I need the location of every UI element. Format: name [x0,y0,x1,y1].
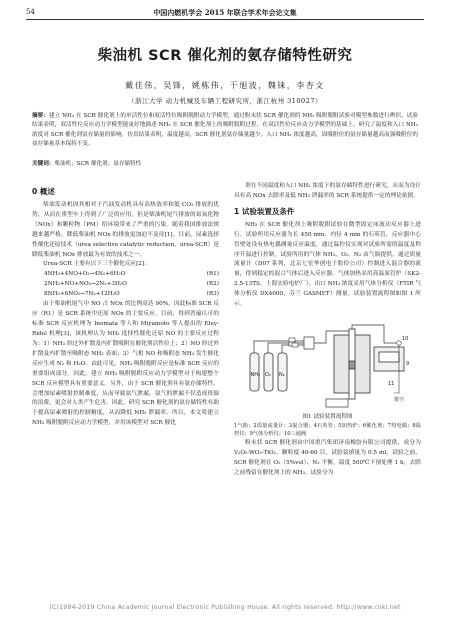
label-o2: O₂ [265,371,271,378]
copyright-footer: (C)1994-2019 China Academic Journal Electronic Publishing House. All rights reserved. http://www.cnki.net [49,604,401,611]
equation-r2 [32,280,219,290]
gas-analyzer [374,347,404,371]
equation-formula: 8NH₃+6NO₂→7N₂+12H₂O [44,291,120,298]
intro-paragraph-2: Urea-SCR 主要有以下三个催化反应[2]： [43,261,150,268]
catalyst-bed [349,361,355,369]
keywords-label: 关键词： [32,161,55,167]
label-11: 11 [388,380,395,387]
temperature-controller [326,399,348,407]
intro-paragraph-4: 剂在不同温度和入口 NH₃ 浓度下的氨存储特性进行研究，从而为设计具有高 NOx 去除率及低 NH₃ 泄漏率的 SCR 系统提供一定的理论依据。 [234,183,421,199]
page-header [26,6,424,20]
affiliation: （浙江大学 动力机械及车辆工程研究所，浙江杭州 310027） [128,97,322,105]
section-heading-setup: 1 试验装置及条件 [234,206,295,216]
journal-title: 中国内燃机学会 2015 年联合学术年会论文集 [153,8,297,17]
abstract [32,112,418,150]
equation-label: (R1) [206,271,219,278]
abstract-text: 建立 NH₃ 在 SCR 催化剂上的单活性位和双活性位吸附脱附动力学模型，通过粉末状 SCR 催化剂的 NH₃ 吸附脱附试验对模型参数进行辨识。试验结果表明，双活性位反应动力学模型能更好地描述 NH₃ 在 SCR 催化剂上的吸附脱附过程。在双活性位反应动力学模型的基础上，研究了温度和入口 NH₃ 浓度对 SCR 催化剂氨存储量的影响，仿真结果表明，温度越高，SCR 催化剂氨存储量越少；入口 NH₃ 浓度越高，固吸附位的氨存储量越高而强吸附位的氨存储量基本保持不变。 [32,113,418,148]
header-rule [26,19,424,20]
keywords [32,160,418,169]
three-way-valve [397,341,401,345]
label-10: 10 [402,335,409,342]
right-column [234,182,421,479]
figure-caption: 图1 试验装置流程图 [302,413,353,420]
setup-paragraph-2: 粉末状 SCR 催化剂由中国重汽集团济南橡胶有限公司提供，成分为 V₂O₅-WO₃-TiO₂，颗粒度 40-60 目，试验装填量为 0.5 ml，试验之前，SCR 催化剂在 O₂（5%vol）、N₂ 平衡，温度 500℃下预处理 1 h，去除之前残留在催化剂上的 NH₃。试验分为 [234,439,421,476]
intro-paragraph-3: 由于柴油机尾气中 NO 占 NOx 的比例高达 90%，因此标准 SCR 反应（R1）是 SCR 系统中还原 NOx 的主要反应。目前，得到普遍认可的标准 SCR 反应机理为 Inomata 等人和 Miyamoto 等人提出的 Eley-Ridel 机理[3]，该机理认为 NH₃ 选择性催化还原 NO 的主要反应过程为：1）NH₃ 经过外扩散及内扩散吸附在催化剂活性位上；2）NO 经过外扩散及内扩散至吸附态 NH₃ 表面；3）气相 NO 和吸附态 NH₃ 发生催化反应生成 N₂ 和 H₂O。由此可见，NH₃ 吸附脱附反应是标准 SCR 反应的重要组成部分。因此，建立 NH₃ 吸附脱附反应动力学模型对于构建整个 SCR 反应模型具有重要意义。另外，由于 SCR 催化剂具有氨存储特性，会增加尿素喷射控制难度，从而导致氨气泄漏，氨气的泄漏不仅造成资源的浪费，更会对人类产生危害。因此，研究 SCR 催化剂的氨存储特性有助于提高尿素喷射的控制精度，从而降低 NH₃ 泄漏率。所以，本文将建立 NH₃ 吸附脱附反应动力学模型，并用该模型对 SCR 催化 [32,301,219,427]
authors: 戴佳伟，吴锋，姚栋伟，干旭波，魏铼，李杏文 [125,81,325,90]
figure-legend: 1气瓶；2质量流量计；3混合器；4石英管；5加热炉；6催化剂；7热电偶；8温控仪；9气体分析仪；10三通阀 [234,422,421,438]
equation-r1 [32,270,219,280]
section-heading-intro: 0 概述 [32,187,55,196]
label-9: 9 [406,360,410,367]
abstract-label: 摘要： [32,113,49,119]
left-column [32,182,219,429]
furnace [334,329,370,399]
label-nh3: NH₃ [250,371,261,378]
equation-formula: 2NH₃+NO+NO₂→2N₂+3H₂O [44,281,127,288]
page-number: 54 [26,8,35,16]
setup-paragraph-1: NH₃ 在 SCR 催化剂上吸附脱附试验在微型固定床流动反应器上进行。试验所用反应器为长 450 mm，内径 4 mm 的石英管，反应器中心管壁处设有热电偶测量反应温度，通过温控仪实现对试验所需的温度及程序升温进行控制。试验所用的气体 NH₃、O₂、N₂ 由气瓶提供，通过质量流量计（D07 系列，北京七星华创电子股份公司）控制进入混合器的流量，得到稳定的混合气体后进入反应器。气体加热采用高温炭管炉（SK2-2.5-13TS，上海实验电炉厂）。出口 NH₃ 浓度采用气体分析仪（FTIR 气体分析仪 DX4000，芬兰 GASMET）测量。试验装置流程图如图 1 所示。 [234,221,421,308]
keywords-text: 柴油机；SCR 催化剂；氨存储特性 [54,161,142,167]
figure-1-apparatus [234,313,421,411]
label-vent: 排空 [394,396,405,403]
equation-label: (R3) [206,291,219,298]
intro-paragraph-1: 柴油发动机因其相对于汽油发动机具有高热效率和低 CO₂ 排放的优势，从而在重型车上得到了广泛的应用。但是柴油机尾气排放的氮氧化物（NOx）和颗粒物（PM）给环境带来了严重的污染。随着我国排放法规越来越严格，降低柴油机 NOx 的排放更加迫不及待[1]。目前，尿素选择性催化还原技术（urea selective catalytic reduction，urea-SCR）是降低柴油机 NOx 排放最为有效的技术之一。 [32,202,219,258]
equation-formula: 4NH₃+4NO+O₂→4N₂+6H₂O [44,271,126,278]
apparatus-diagram [234,313,421,411]
equation-r3 [32,290,219,300]
paper-title: 柴油机 SCR 催化剂的氨存储特性研究 [97,48,353,64]
label-n2: N₂ [279,371,285,378]
mass-flow-controllers [289,338,298,347]
mixer [304,337,314,349]
equation-label: (R2) [206,281,219,288]
